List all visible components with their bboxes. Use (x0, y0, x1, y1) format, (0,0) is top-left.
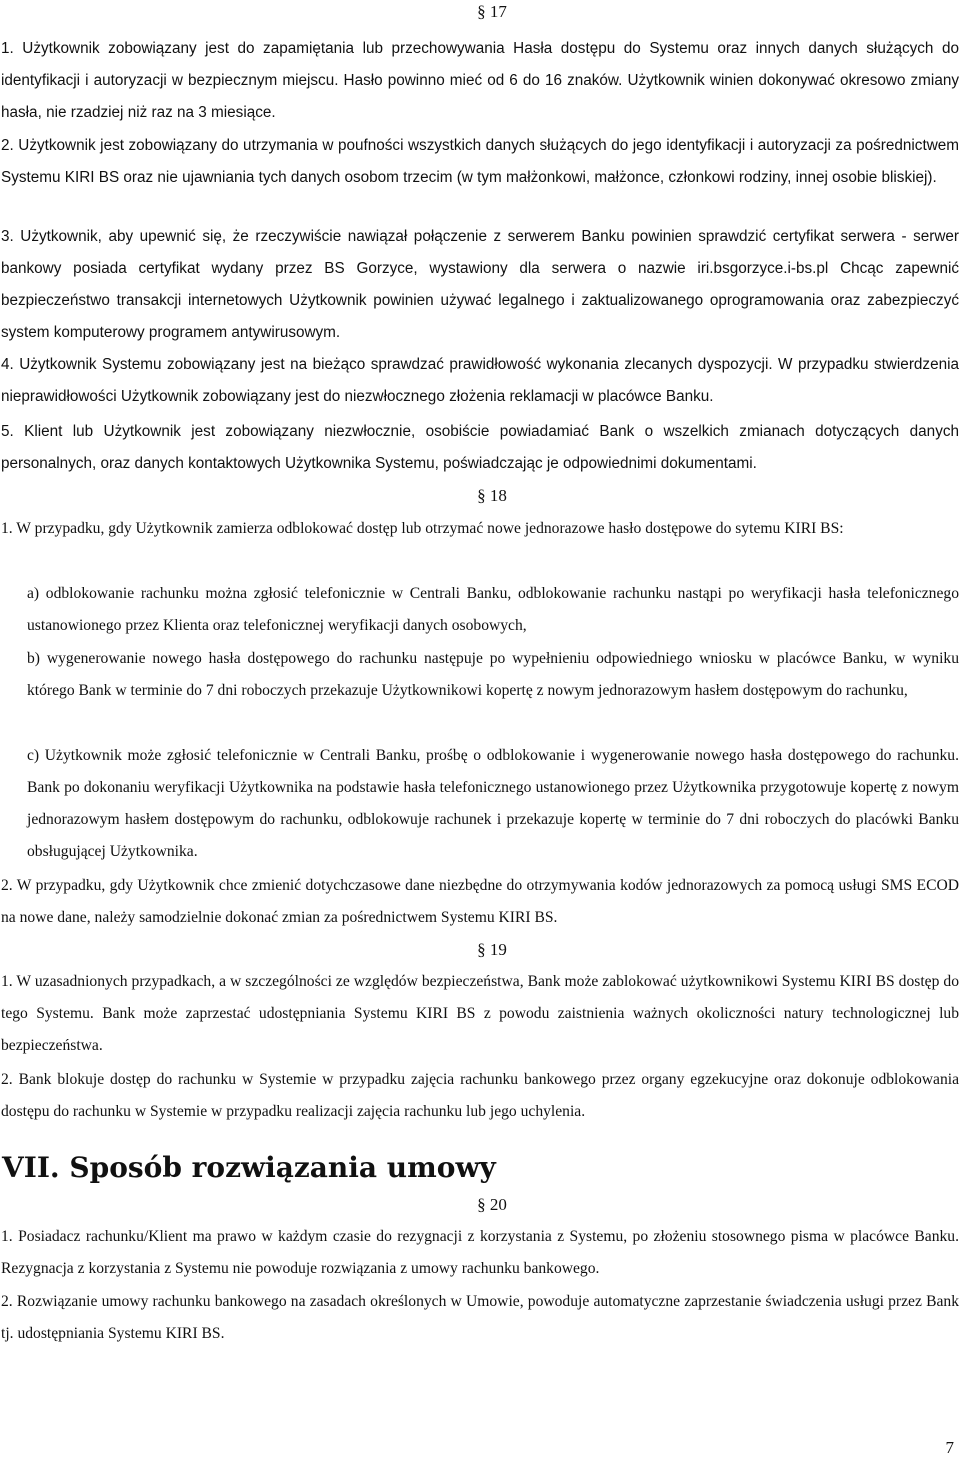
section-20-header: § 20 (477, 1195, 507, 1214)
paragraph-19-1: 1. W uzasadnionych przypadkach, a w szczególności ze względów bezpieczeństwa, Bank może zablokować użytkownikowi Systemu KIRI BS dostęp do tego Systemu. Bank może zaprzestać udostępniania Systemu KIRI BS z powodu zaistnienia ważnych okoliczności natury technologicznej lub bezpieczeństwa. (1, 973, 959, 1054)
chapter-heading: VII. Sposób rozwiązania umowy (2, 1151, 496, 1184)
paragraph-18-1b: b) wygenerowanie nowego hasła dostępowego do rachunku następuje po wypełnieniu odpowiedniego wniosku w placówce Banku, w wyniku którego Bank w terminie do 7 dni roboczych przekazuje Użytkownikowi kopertę z nowym jednorazowym hasłem dostępowym do rachunku, (27, 650, 959, 699)
section-18-header: § 18 (477, 486, 507, 505)
paragraph-18-1: 1. W przypadku, gdy Użytkownik zamierza odblokować dostęp lub otrzymać nowe jednorazowe hasło dostępowe do sytemu KIRI BS: (1, 520, 844, 537)
paragraph-17-3: 3. Użytkownik, aby upewnić się, że rzeczywiście nawiązał połączenie z serwerem Banku powinien sprawdzić certyfikat serwera - serwer bankowy posiada certyfikat wydany przez BS Gorzyce, wystawiony dla serwera o nazwie iri.bsgorzyce.i-bs.pl Chcąc zapewnić bezpieczeństwo transakcji internetowych Użytkownik powinien używać legalnego i zaktualizowanego oprogramowania oraz zabezpieczyć system komputerowy programem antywirusowym. (1, 228, 959, 341)
paragraph-17-1: 1. Użytkownik zobowiązany jest do zapamiętania lub przechowywania Hasła dostępu do Systemu oraz innych danych służących do identyfikacji i autoryzacji w bezpiecznym miejscu. Hasło powinno mieć od 6 do 16 znaków. Użytkownik winien dokonywać okresowo zmiany hasła, nie rzadziej niż raz na 3 miesiące. (1, 40, 959, 121)
paragraph-17-5: 5. Klient lub Użytkownik jest zobowiązany niezwłocznie, osobiście powiadamiać Bank o wszelkich zmianach dotyczących danych personalnych, oraz danych kontaktowych Użytkownika Systemu, poświadczając je odpowiednimi dokumentami. (1, 423, 959, 472)
paragraph-18-1a: a) odblokowanie rachunku można zgłosić telefonicznie w Centrali Banku, odblokowanie rachunku nastąpi po weryfikacji hasła telefonicznego ustanowionego przez Klienta oraz telefonicznej weryfikacji danych osobowych, (27, 585, 959, 634)
paragraph-20-1: 1. Posiadacz rachunku/Klient ma prawo w każdym czasie do rezygnacji z korzystania z Systemu, po złożeniu stosownego pisma w placówce Banku. Rezygnacja z korzystania z Systemu nie powoduje rozwiązania z umowy rachunku bankowego. (1, 1228, 959, 1277)
paragraph-20-2: 2. Rozwiązanie umowy rachunku bankowego na zasadach określonych w Umowie, powoduje automatyczne zaprzestanie świadczenia usługi przez Bank tj. udostępniania Systemu KIRI BS. (1, 1293, 959, 1342)
paragraph-18-1c: c) Użytkownik może zgłosić telefonicznie w Centrali Banku, prośbę o odblokowanie i wygenerowanie nowego hasła dostępowego do rachunku. Bank po dokonaniu weryfikacji Użytkownika na podstawie hasła telefonicznego ustanowionego przez Użytkownika przygotowuje kopertę z nowym jednorazowym hasłem dostępowym do rachunku, odblokowuje rachunek i przekazuje kopertę w terminie do 7 dni roboczych do placówki Banku obsługującej Użytkownika. (27, 747, 959, 860)
paragraph-18-2: 2. W przypadku, gdy Użytkownik chce zmienić dotychczasowe dane niezbędne do otrzymywania kodów jednorazowych za pomocą usługi SMS ECOD na nowe dane, należy samodzielnie dokonać zmian za pośrednictwem Systemu KIRI BS. (1, 877, 959, 926)
paragraph-19-2: 2. Bank blokuje dostęp do rachunku w Systemie w przypadku zajęcia rachunku bankowego przez organy egzekucyjne oraz dokonuje odblokowania dostępu do rachunku w Systemie w przypadku realizacji zajęcia rachunku lub jego uchylenia. (1, 1071, 959, 1120)
paragraph-17-2: 2. Użytkownik jest zobowiązany do utrzymania w poufności wszystkich danych służących do jego identyfikacji i autoryzacji za pośrednictwem Systemu KIRI BS oraz nie ujawniania tych danych osobom trzecim (w tym małżonkowi, małżonce, członkowi rodziny, innej osobie bliskiej). (1, 137, 959, 186)
section-17-header: § 17 (477, 2, 507, 21)
page-number: 7 (945, 1438, 954, 1457)
paragraph-17-4: 4. Użytkownik Systemu zobowiązany jest na bieżąco sprawdzać prawidłowość wykonania zlecanych dyspozycji. W przypadku stwierdzenia nieprawidłowości Użytkownik zobowiązany jest do niezwłocznego złożenia reklamacji w placówce Banku. (1, 356, 959, 405)
section-19-header: § 19 (477, 940, 507, 959)
